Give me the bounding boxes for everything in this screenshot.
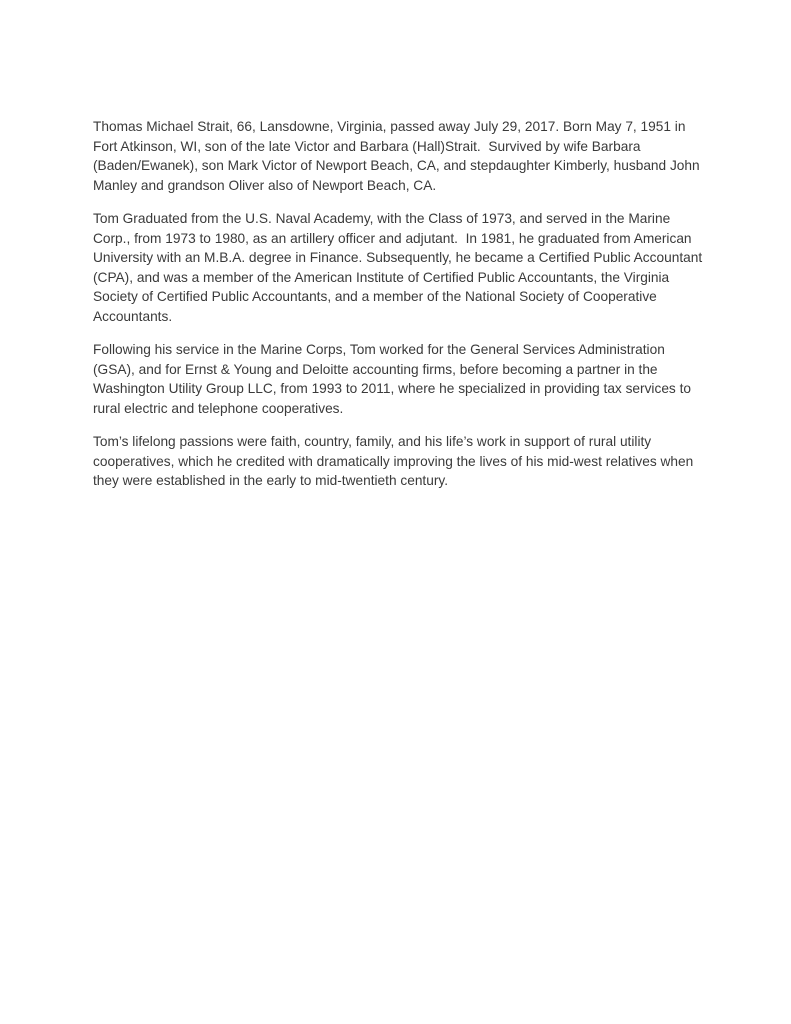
paragraph-passions: Tom’s lifelong passions were faith, country, family, and his life’s work in support of rural utility cooperatives, which he credited with dramatically improving the lives of his mid-west relatives when they were established in the early to mid-twentieth century.	[93, 434, 698, 488]
paragraph-education-career: Tom Graduated from the U.S. Naval Academy, with the Class of 1973, and served in the Marine Corp., from 1973 to 1980, as an artillery officer and adjutant. In 1981, he graduated from American University with an M.B.A. degree in Finance. Subsequently, he became a Certified Public Accountant (CPA), and was a member of the American Institute of Certified Public Accountants, the Virginia Society of Certified Public Accountants, and a member of the National Society of Cooperative Accountants.	[93, 211, 706, 324]
paragraph-intro: Thomas Michael Strait, 66, Lansdowne, Virginia, passed away July 29, 2017. Born May 7, 1951 in Fort Atkinson, WI, son of the late Victor and Barbara (Hall)Strait. Survived by wife Barbara (Baden/Ewanek), son Mark Victor of Newport Beach, CA, and stepdaughter Kimberly, husband John Manley and grandson Oliver also of Newport Beach, CA.	[93, 119, 704, 193]
paragraph-work-history: Following his service in the Marine Corps, Tom worked for the General Services Administration (GSA), and for Ernst & Young and Deloitte accounting firms, before becoming a partner in the Washington Utility Group LLC, from 1993 to 2011, where he specialized in providing tax services to rural electric and telephone cooperatives.	[93, 342, 695, 416]
obituary-text-block	[93, 117, 706, 505]
